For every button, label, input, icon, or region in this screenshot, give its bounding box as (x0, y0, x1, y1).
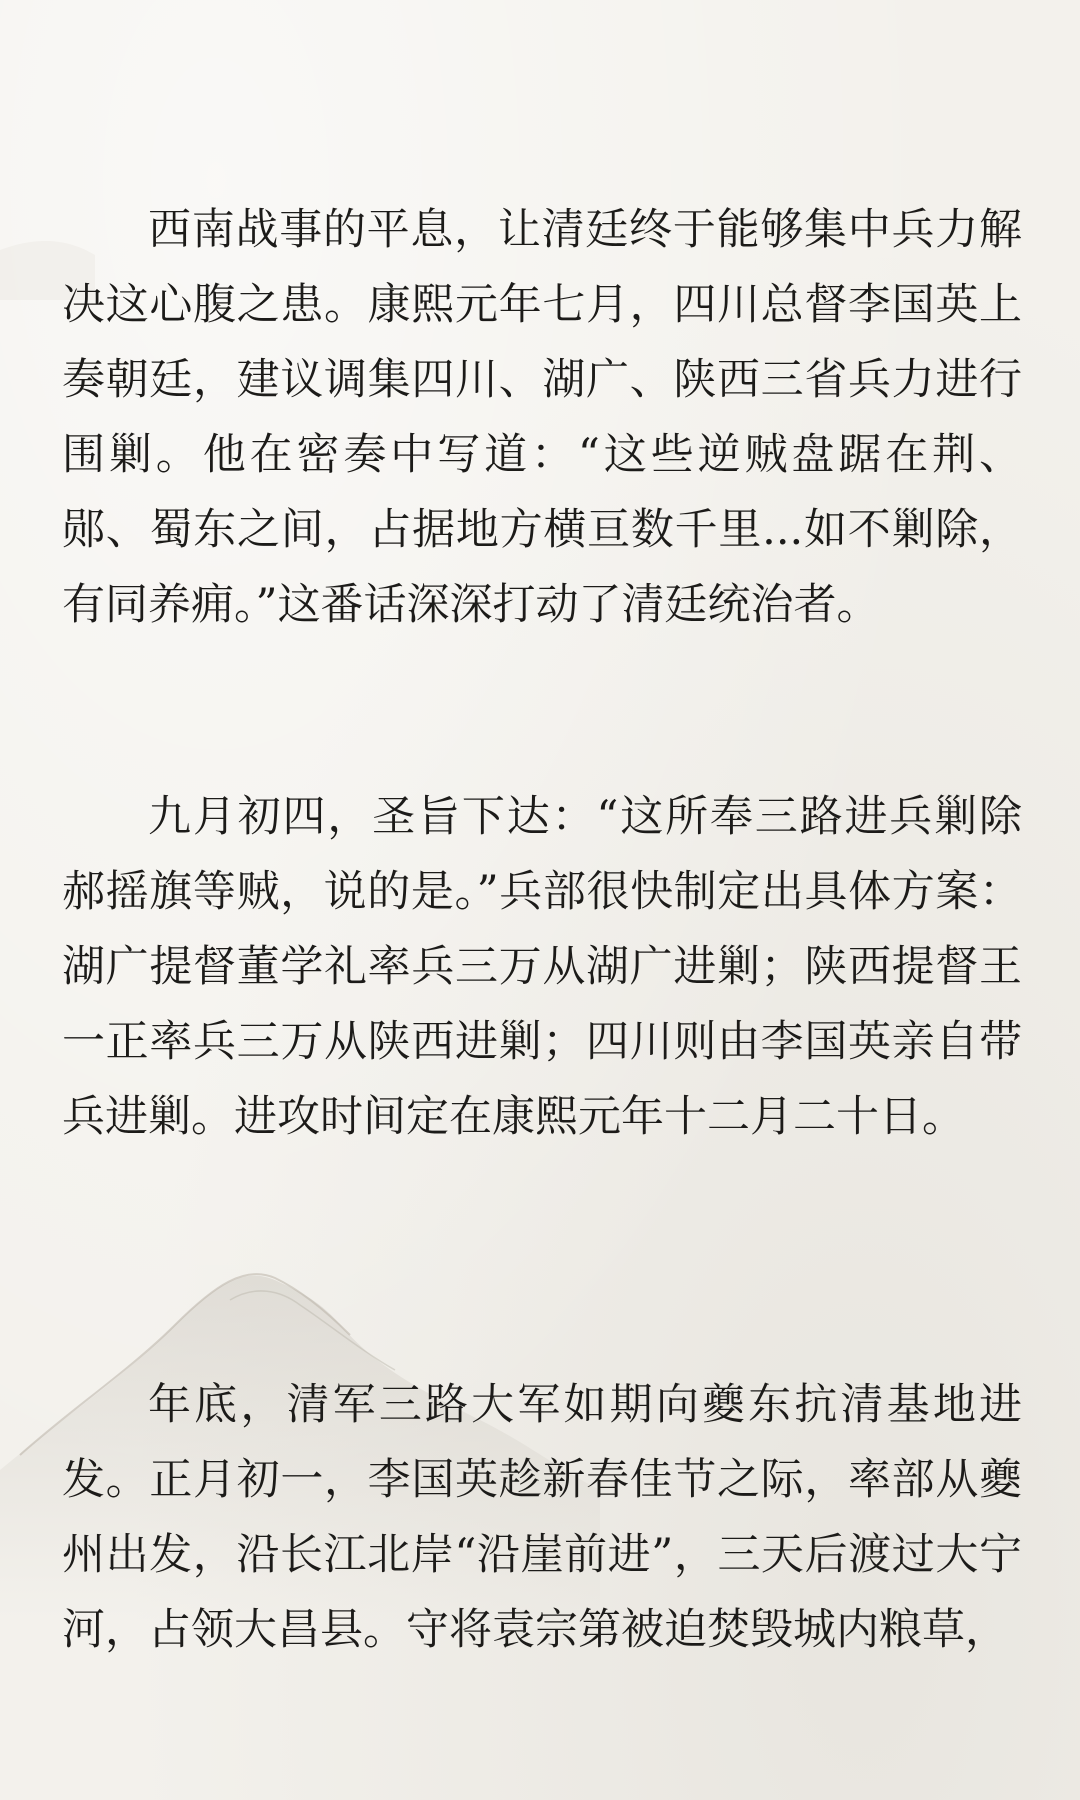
paragraph-1: 西南战事的平息，让清廷终于能够集中兵力解决这心腹之患。康熙元年七月，四川总督李国英上奏朝廷，建议调集四川、湖广、陕西三省兵力进行围剿。他在密奏中写道：“这些逆贼盘踞在荆、郧、蜀东之间，占据地方横亘数千里...如不剿除，有同养痈。”这番话深深打动了清廷统治者。 (62, 205, 1022, 630)
paragraph-3: 年底，清军三路大军如期向夔东抗清基地进发。正月初一，李国英趁新春佳节之际，率部从夔州出发，沿长江北岸“沿崖前进”，三天后渡过大宁河，占领大昌县。守将袁宗第被迫焚毁城内粮草， (62, 1380, 1022, 1655)
paragraph-2: 九月初四，圣旨下达：“这所奉三路进兵剿除郝摇旗等贼，说的是。”兵部很快制定出具体方案：湖广提督董学礼率兵三万从湖广进剿；陕西提督王一正率兵三万从陕西进剿；四川则由李国英亲自带兵进剿。进攻时间定在康熙元年十二月二十日。 (62, 792, 1022, 1142)
